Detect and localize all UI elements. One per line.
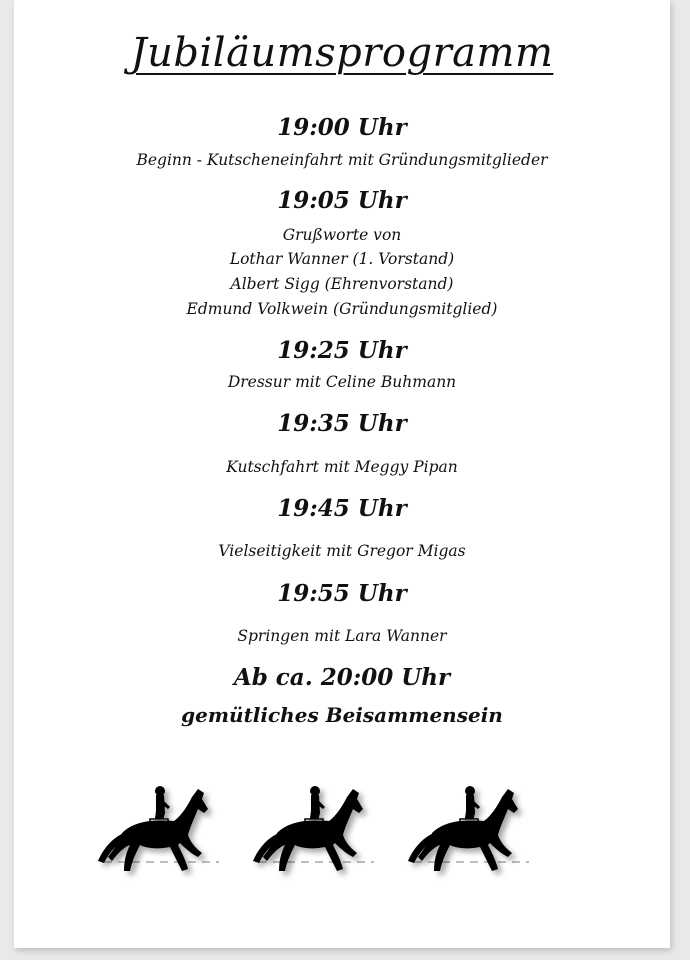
program-desc-3: Dressur mit Celine Buhmann [227, 373, 457, 391]
program-time-7: Ab ca. 20:00 Uhr [233, 664, 451, 691]
program-time-5: 19:45 Uhr [277, 495, 407, 522]
dressage-horse-rider-icon [249, 775, 379, 890]
program-time-3: 19:25 Uhr [277, 337, 407, 364]
program-desc-5: Vielseitigkeit mit Gregor Migas [218, 542, 466, 560]
program-desc-7: gemütliches Beisammensein [181, 703, 503, 727]
program-time-1: 19:00 Uhr [277, 114, 407, 141]
program-desc-4: Kutschfahrt mit Meggy Pipan [226, 458, 458, 476]
dressage-horse-rider-icon [94, 775, 224, 890]
dressage-horse-rider-icon [404, 775, 534, 890]
program-time-2: 19:05 Uhr [277, 187, 407, 214]
program-sheet [14, 0, 670, 948]
program-desc-1: Beginn - Kutscheneinfahrt mit Gründungsmitglieder [136, 151, 548, 169]
program-desc-2-line-4: Edmund Volkwein (Gründungsmitglied) [186, 300, 498, 318]
page-title: Jubiläumsprogramm [130, 30, 554, 76]
program-time-6: 19:55 Uhr [277, 580, 407, 607]
program-desc-2-line-2: Lothar Wanner (1. Vorstand) [229, 250, 455, 268]
program-desc-2-line-1: Grußworte von [282, 226, 402, 244]
horse-decoration [94, 775, 574, 895]
program-desc-2-line-3: Albert Sigg (Ehrenvorstand) [230, 275, 454, 293]
program-time-4: 19:35 Uhr [277, 410, 407, 437]
program-desc-6: Springen mit Lara Wanner [237, 627, 447, 645]
